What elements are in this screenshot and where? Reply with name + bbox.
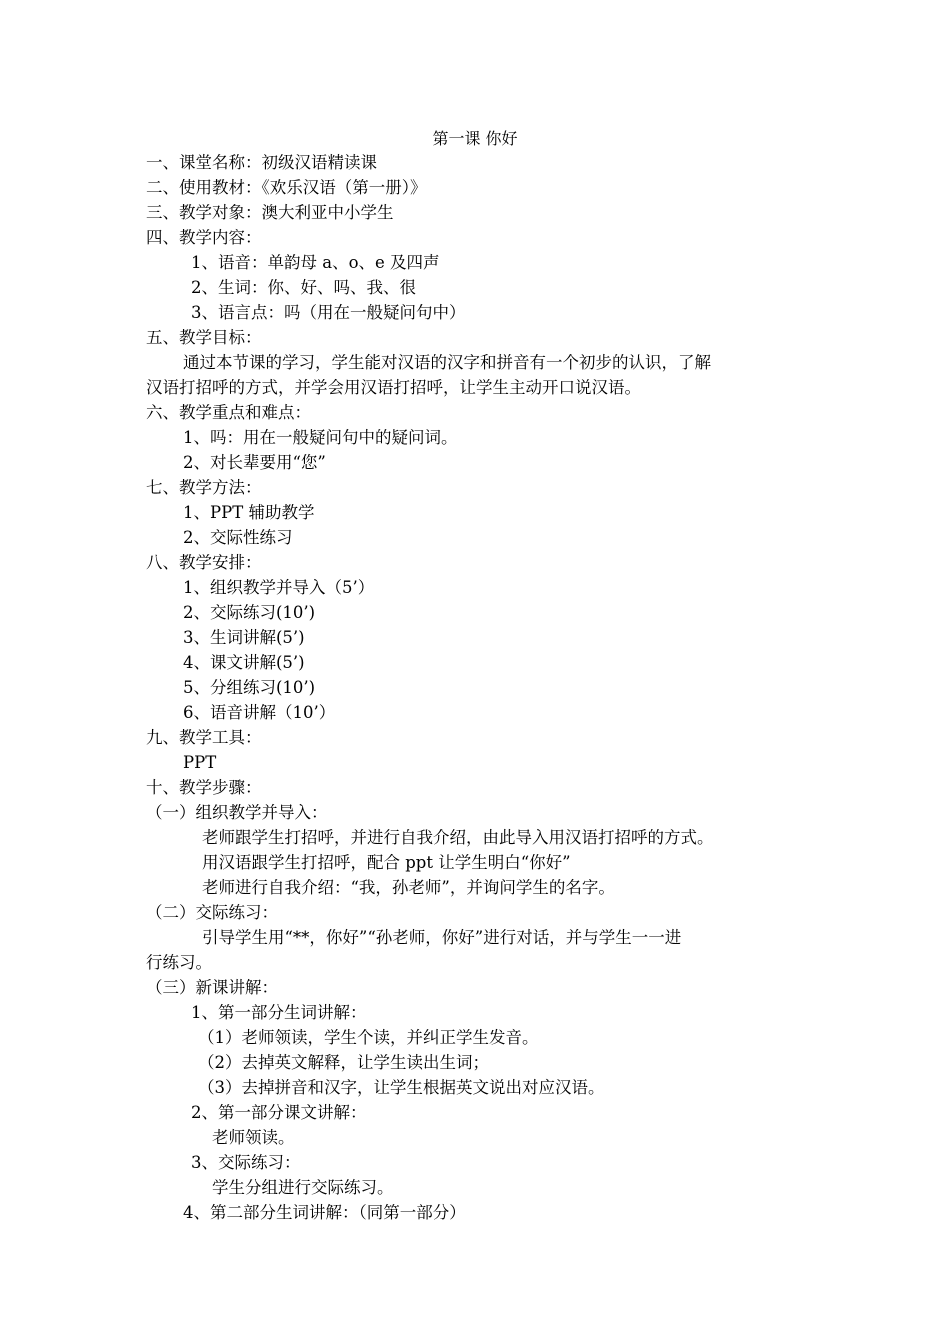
schedule-item: 3、生词讲解(5’): [183, 628, 305, 647]
method-item: 2、交际性练习: [183, 528, 293, 547]
substep-item: 老师领读。: [212, 1128, 295, 1147]
step-heading: （二）交际练习：: [146, 903, 278, 922]
section-keypoints-heading: 六、教学重点和难点：: [146, 403, 311, 422]
section-steps-heading: 十、教学步骤：: [146, 778, 262, 797]
step-line: 引导学生用“**，你好”“孙老师，你好”进行对话，并与学生一一进: [202, 928, 682, 947]
step-line: 老师跟学生打招呼，并进行自我介绍，由此导入用汉语打招呼的方式。: [202, 828, 714, 847]
schedule-item: 6、语音讲解（10’）: [183, 703, 336, 722]
section-goals-heading: 五、教学目标：: [146, 328, 262, 347]
section-audience: 三、教学对象：澳大利亚中小学生: [146, 203, 394, 222]
substep-item: 学生分组进行交际练习。: [212, 1178, 394, 1197]
section-class-name: 一、课堂名称：初级汉语精读课: [146, 153, 377, 172]
schedule-item: 4、课文讲解(5’): [183, 653, 305, 672]
content-item: 1、语音：单韵母 a、o、e 及四声: [191, 253, 440, 272]
goals-paragraph-line: 通过本节课的学习，学生能对汉语的汉字和拼音有一个初步的认识，了解: [183, 353, 711, 372]
section-tools-heading: 九、教学工具：: [146, 728, 262, 747]
schedule-item: 5、分组练习(10’): [183, 678, 316, 697]
section-content-heading: 四、教学内容：: [146, 228, 262, 247]
step-line: 老师进行自我介绍：“我，孙老师”，并询问学生的名字。: [202, 878, 615, 897]
substep-heading: 1、第一部分生词讲解：: [191, 1003, 367, 1022]
substep-heading: 4、第二部分生词讲解：（同第一部分）: [183, 1203, 466, 1222]
substep-item: （1）老师领读，学生个读，并纠正学生发音。: [198, 1028, 539, 1047]
step-line: 行练习。: [146, 953, 212, 972]
content-item: 2、生词：你、好、吗、我、很: [191, 278, 416, 297]
substep-item: （3）去掉拼音和汉字，让学生根据英文说出对应汉语。: [198, 1078, 605, 1097]
substep-heading: 3、交际练习：: [191, 1153, 301, 1172]
substep-item: （2）去掉英文解释，让学生读出生词；: [198, 1053, 489, 1072]
lesson-title: 第一课 你好: [432, 129, 518, 148]
method-item: 1、PPT 辅助教学: [183, 503, 315, 522]
section-textbook: 二、使用教材：《欢乐汉语（第一册）》: [146, 178, 427, 197]
substep-heading: 2、第一部分课文讲解：: [191, 1103, 367, 1122]
tool-item: PPT: [183, 753, 217, 772]
section-methods-heading: 七、教学方法：: [146, 478, 262, 497]
keypoint-item: 2、对长辈要用“您”: [183, 453, 326, 472]
goals-paragraph-line: 汉语打招呼的方式，并学会用汉语打招呼，让学生主动开口说汉语。: [146, 378, 641, 397]
step-line: 用汉语跟学生打招呼，配合 ppt 让学生明白“你好”: [202, 853, 571, 872]
schedule-item: 1、组织教学并导入（5’）: [183, 578, 375, 597]
step-heading: （一）组织教学并导入：: [146, 803, 328, 822]
schedule-item: 2、交际练习(10’): [183, 603, 316, 622]
section-schedule-heading: 八、教学安排：: [146, 553, 262, 572]
content-item: 3、语言点：吗（用在一般疑问句中）: [191, 303, 466, 322]
step-heading: （三）新课讲解：: [146, 978, 278, 997]
keypoint-item: 1、吗：用在一般疑问句中的疑问词。: [183, 428, 458, 447]
